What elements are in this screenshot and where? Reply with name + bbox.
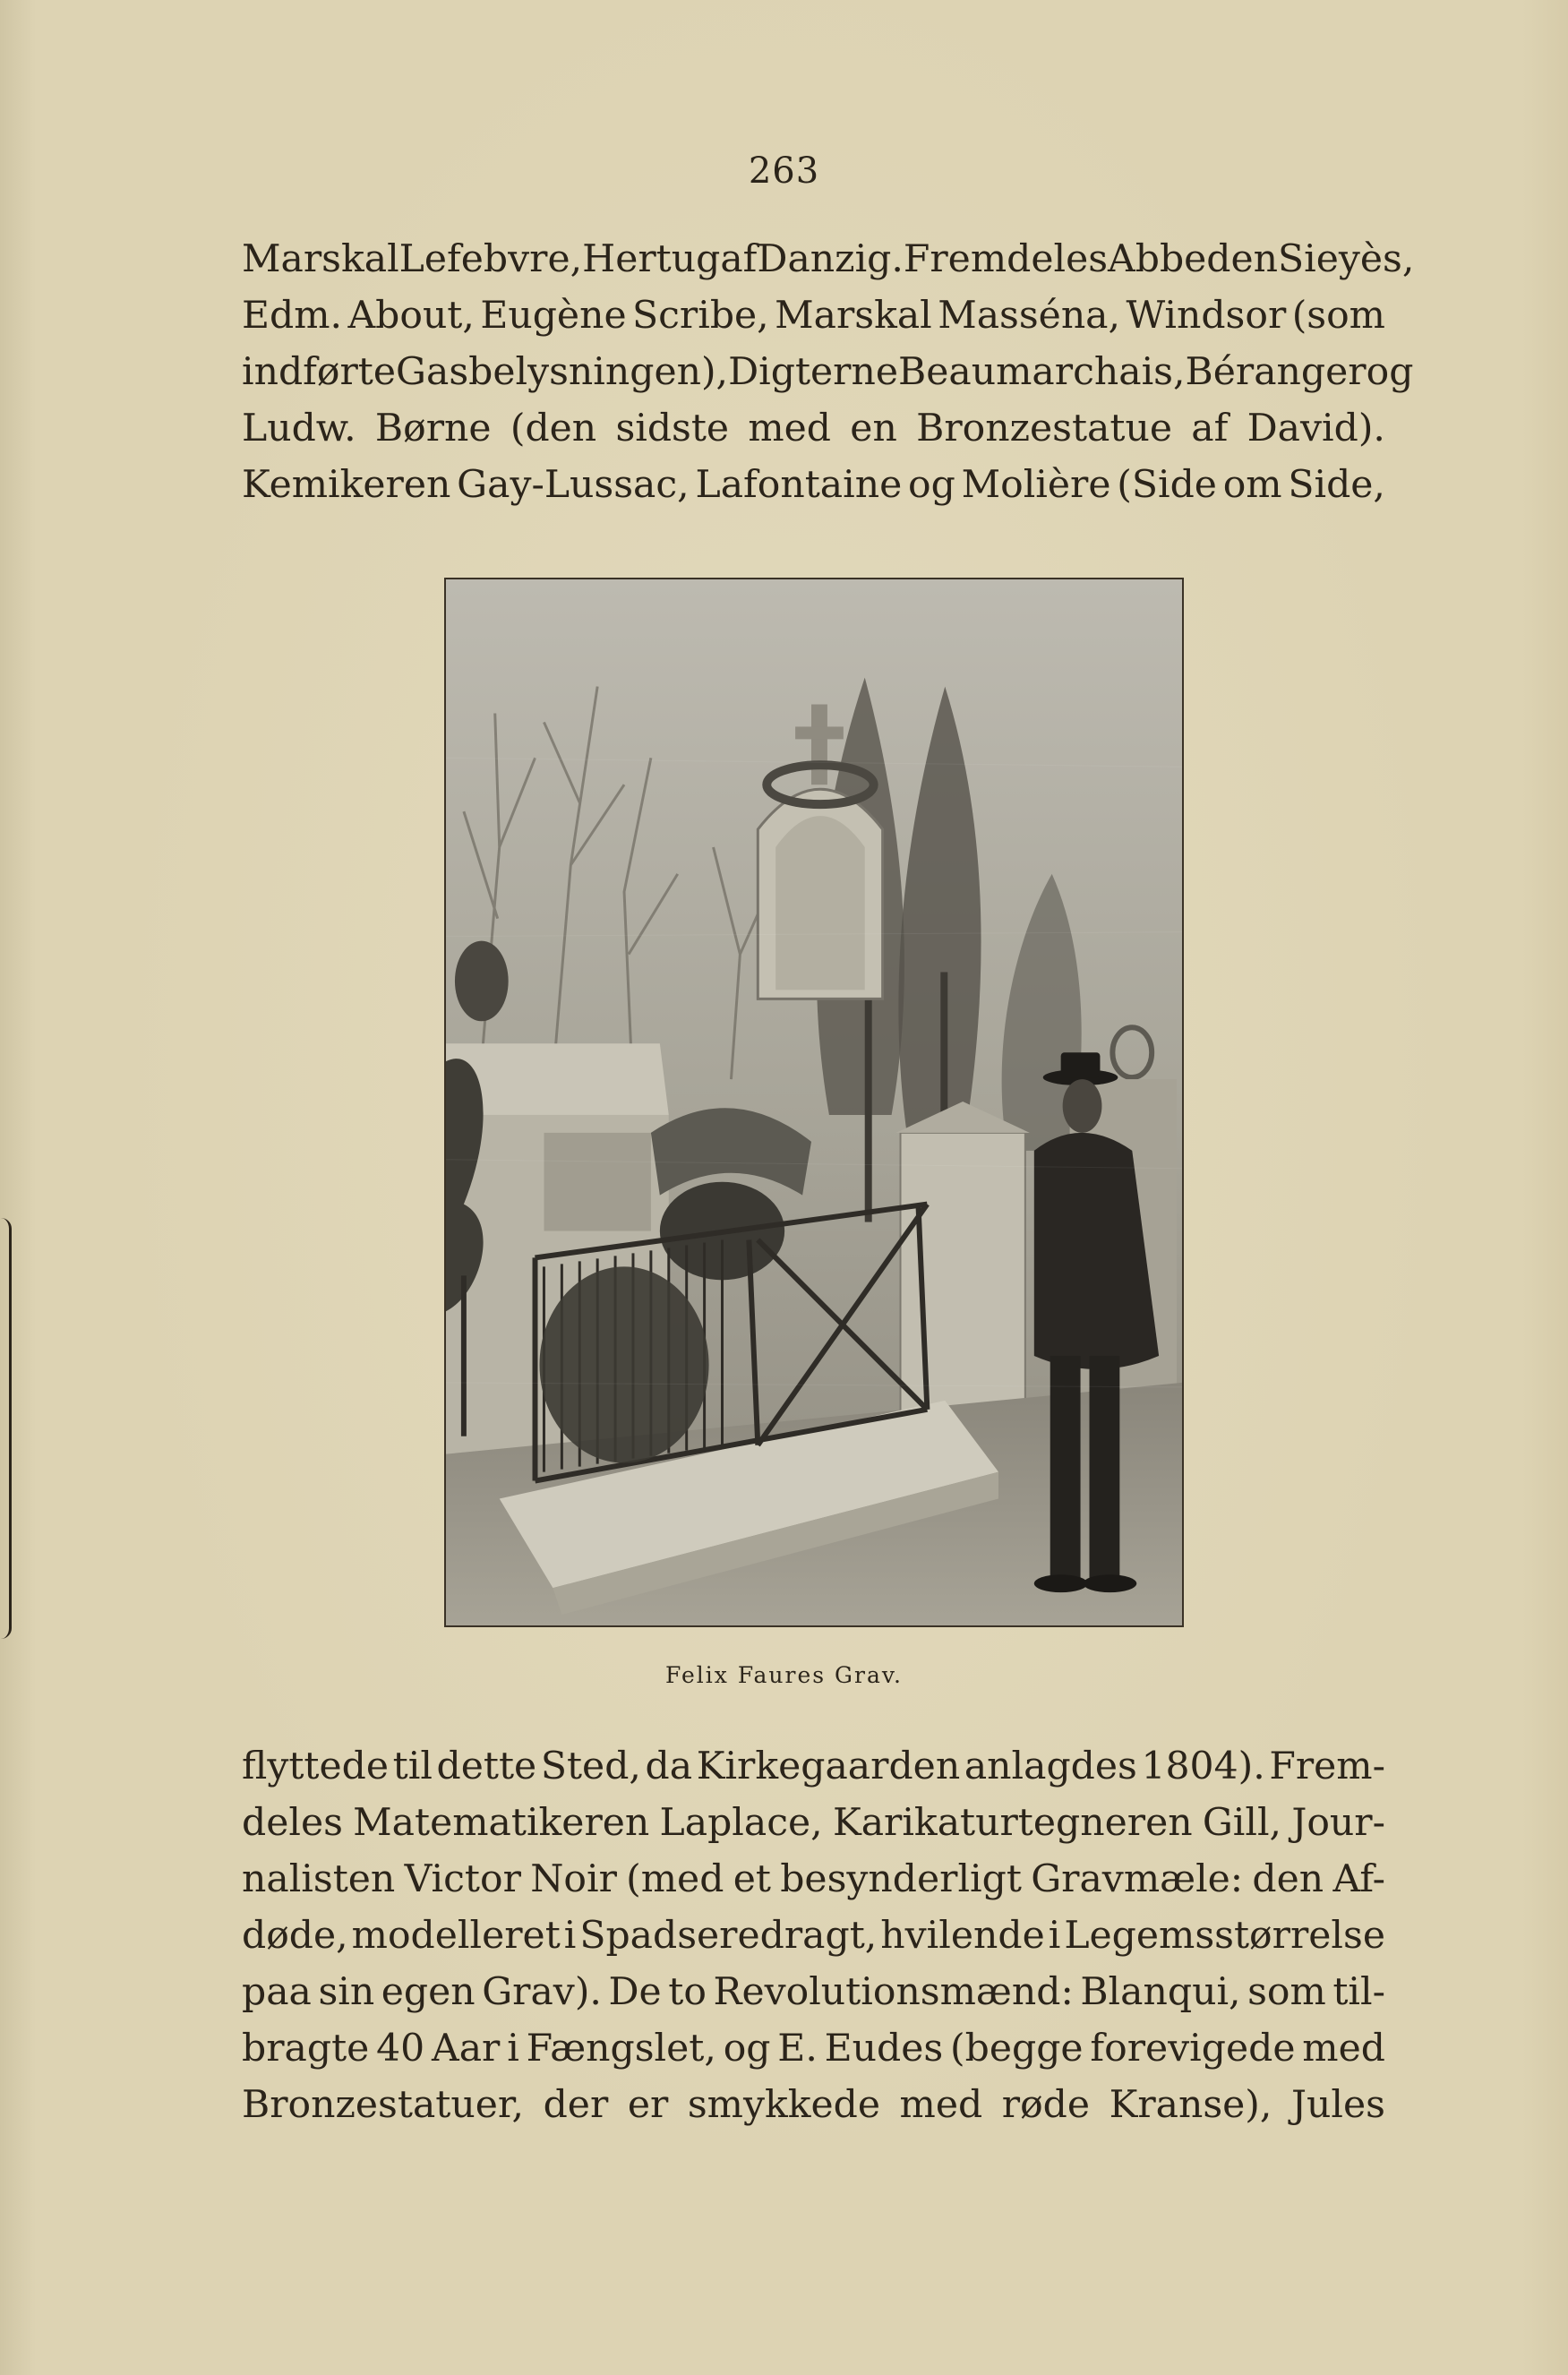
word: Molière	[961, 463, 1111, 507]
text-line	[242, 400, 1385, 457]
word: (den	[510, 407, 597, 450]
word: Laplace,	[659, 1801, 823, 1845]
word: sin	[318, 1970, 375, 2014]
word: Kemikeren	[242, 463, 451, 507]
word: Spadseredragt,	[579, 1914, 878, 1958]
word: Jour-	[1291, 1801, 1385, 1845]
word: der	[543, 2083, 609, 2127]
text-line	[242, 2077, 1385, 2133]
word: (begge	[950, 2027, 1084, 2071]
word: et	[733, 1857, 771, 1901]
word: Kirkegaarden	[696, 1745, 961, 1788]
word: i	[507, 2027, 519, 2071]
word: Abbeden	[1108, 237, 1279, 281]
word: den	[1252, 1857, 1324, 1901]
word: Marskal	[775, 294, 932, 338]
word: deles	[242, 1801, 343, 1845]
word: Eudes	[824, 2027, 944, 2071]
word: Eugène	[480, 294, 627, 338]
word: forevigede	[1090, 2027, 1296, 2071]
binding-edge	[0, 1218, 12, 1639]
word: om	[1222, 463, 1282, 507]
figure-caption: Felix Faures Grav.	[665, 1662, 903, 1688]
text-line	[242, 231, 1415, 287]
text-line	[242, 1964, 1385, 2020]
word: besynderligt	[780, 1857, 1022, 1901]
word: er	[627, 2083, 669, 2127]
word: (som	[1291, 294, 1385, 338]
grave-photograph-illustration	[446, 579, 1182, 1625]
word: Beaumarchais,	[898, 350, 1186, 394]
word: Béranger	[1185, 350, 1367, 394]
word: (med	[626, 1857, 724, 1901]
word: Revolutionsmænd:	[713, 1970, 1074, 2014]
page-number: 263	[748, 150, 820, 192]
word: About,	[347, 294, 475, 338]
word: dette	[436, 1745, 537, 1788]
word: da	[645, 1745, 693, 1788]
word: to	[668, 1970, 707, 2014]
word: en	[850, 407, 897, 450]
word: Scribe,	[632, 294, 769, 338]
word: af	[1191, 407, 1229, 450]
word: sidste	[615, 407, 730, 450]
word: paa	[242, 1970, 312, 2014]
word: i	[1048, 1914, 1061, 1958]
word: indførte	[242, 350, 397, 394]
word: Gasbelysningen),	[396, 350, 729, 394]
word: egen	[381, 1970, 476, 2014]
word: med	[1302, 2027, 1385, 2071]
word: Marskal	[242, 237, 399, 281]
word: Masséna,	[938, 294, 1121, 338]
word: bragte	[242, 2027, 370, 2071]
word: Bronzestatue	[916, 407, 1172, 450]
word: og	[908, 463, 955, 507]
word: Fængslet,	[526, 2027, 716, 2071]
word: modelleret	[351, 1914, 561, 1958]
word: Blanqui,	[1080, 1970, 1241, 2014]
word: Edm.	[242, 294, 343, 338]
word: Lefebvre,	[398, 237, 583, 281]
word: Sted,	[540, 1745, 641, 1788]
word: Børne	[374, 407, 492, 450]
word: som	[1247, 1970, 1326, 2014]
word: af	[720, 237, 758, 281]
word: Grav).	[482, 1970, 602, 2014]
text-line	[242, 287, 1385, 344]
word: til-	[1332, 1970, 1385, 2014]
word: nalisten	[242, 1857, 396, 1901]
word: Kranse),	[1109, 2083, 1272, 2127]
word: anlagdes	[964, 1745, 1137, 1788]
text-line	[242, 1851, 1385, 1908]
word: Victor	[404, 1857, 521, 1901]
word: Matematikeren	[353, 1801, 650, 1845]
word: Legemsstørrelse	[1064, 1914, 1385, 1958]
text-line	[242, 344, 1414, 400]
word: Hertug	[582, 237, 721, 281]
word: til	[392, 1745, 433, 1788]
word: 40	[376, 2027, 425, 2071]
body-text-top	[242, 231, 1415, 513]
text-line	[242, 1795, 1385, 1851]
word: Windsor	[1126, 294, 1287, 338]
text-line	[242, 2020, 1385, 2077]
word: døde,	[242, 1914, 348, 1958]
text-line	[242, 1738, 1385, 1795]
word: Fremdeles	[903, 237, 1109, 281]
word: Digterne	[728, 350, 899, 394]
word: røde	[1001, 2083, 1091, 2127]
word: Karikaturtegneren	[832, 1801, 1193, 1845]
word: Gill,	[1202, 1801, 1282, 1845]
word: Jules	[1290, 2083, 1385, 2127]
word: med	[899, 2083, 983, 2127]
word: flyttede	[242, 1745, 390, 1788]
word: med	[748, 407, 832, 450]
word: (Side	[1117, 463, 1217, 507]
word: i	[563, 1914, 577, 1958]
word: Aar	[432, 2027, 501, 2071]
text-line	[242, 457, 1385, 513]
word: Danzig.	[757, 237, 904, 281]
word: og	[1366, 350, 1414, 394]
word: 1804).	[1141, 1745, 1265, 1788]
word: Af-	[1332, 1857, 1385, 1901]
word: Bronzestatuer,	[242, 2083, 525, 2127]
body-text-bottom	[242, 1738, 1385, 2133]
word: Frem-	[1269, 1745, 1385, 1788]
word: De	[608, 1970, 662, 2014]
word: Ludw.	[242, 407, 356, 450]
word: Gravmæle:	[1031, 1857, 1244, 1901]
word: smykkede	[687, 2083, 880, 2127]
text-line	[242, 1908, 1385, 1964]
word: Lafontaine	[695, 463, 903, 507]
word: hvilende	[880, 1914, 1045, 1958]
word: Sieyès,	[1278, 237, 1415, 281]
word: David).	[1247, 407, 1385, 450]
word: E.	[777, 2027, 818, 2071]
grave-photograph	[444, 578, 1184, 1627]
word: Side,	[1288, 463, 1385, 507]
word: Noir	[530, 1857, 617, 1901]
word: Gay-Lussac,	[457, 463, 690, 507]
word: og	[723, 2027, 771, 2071]
